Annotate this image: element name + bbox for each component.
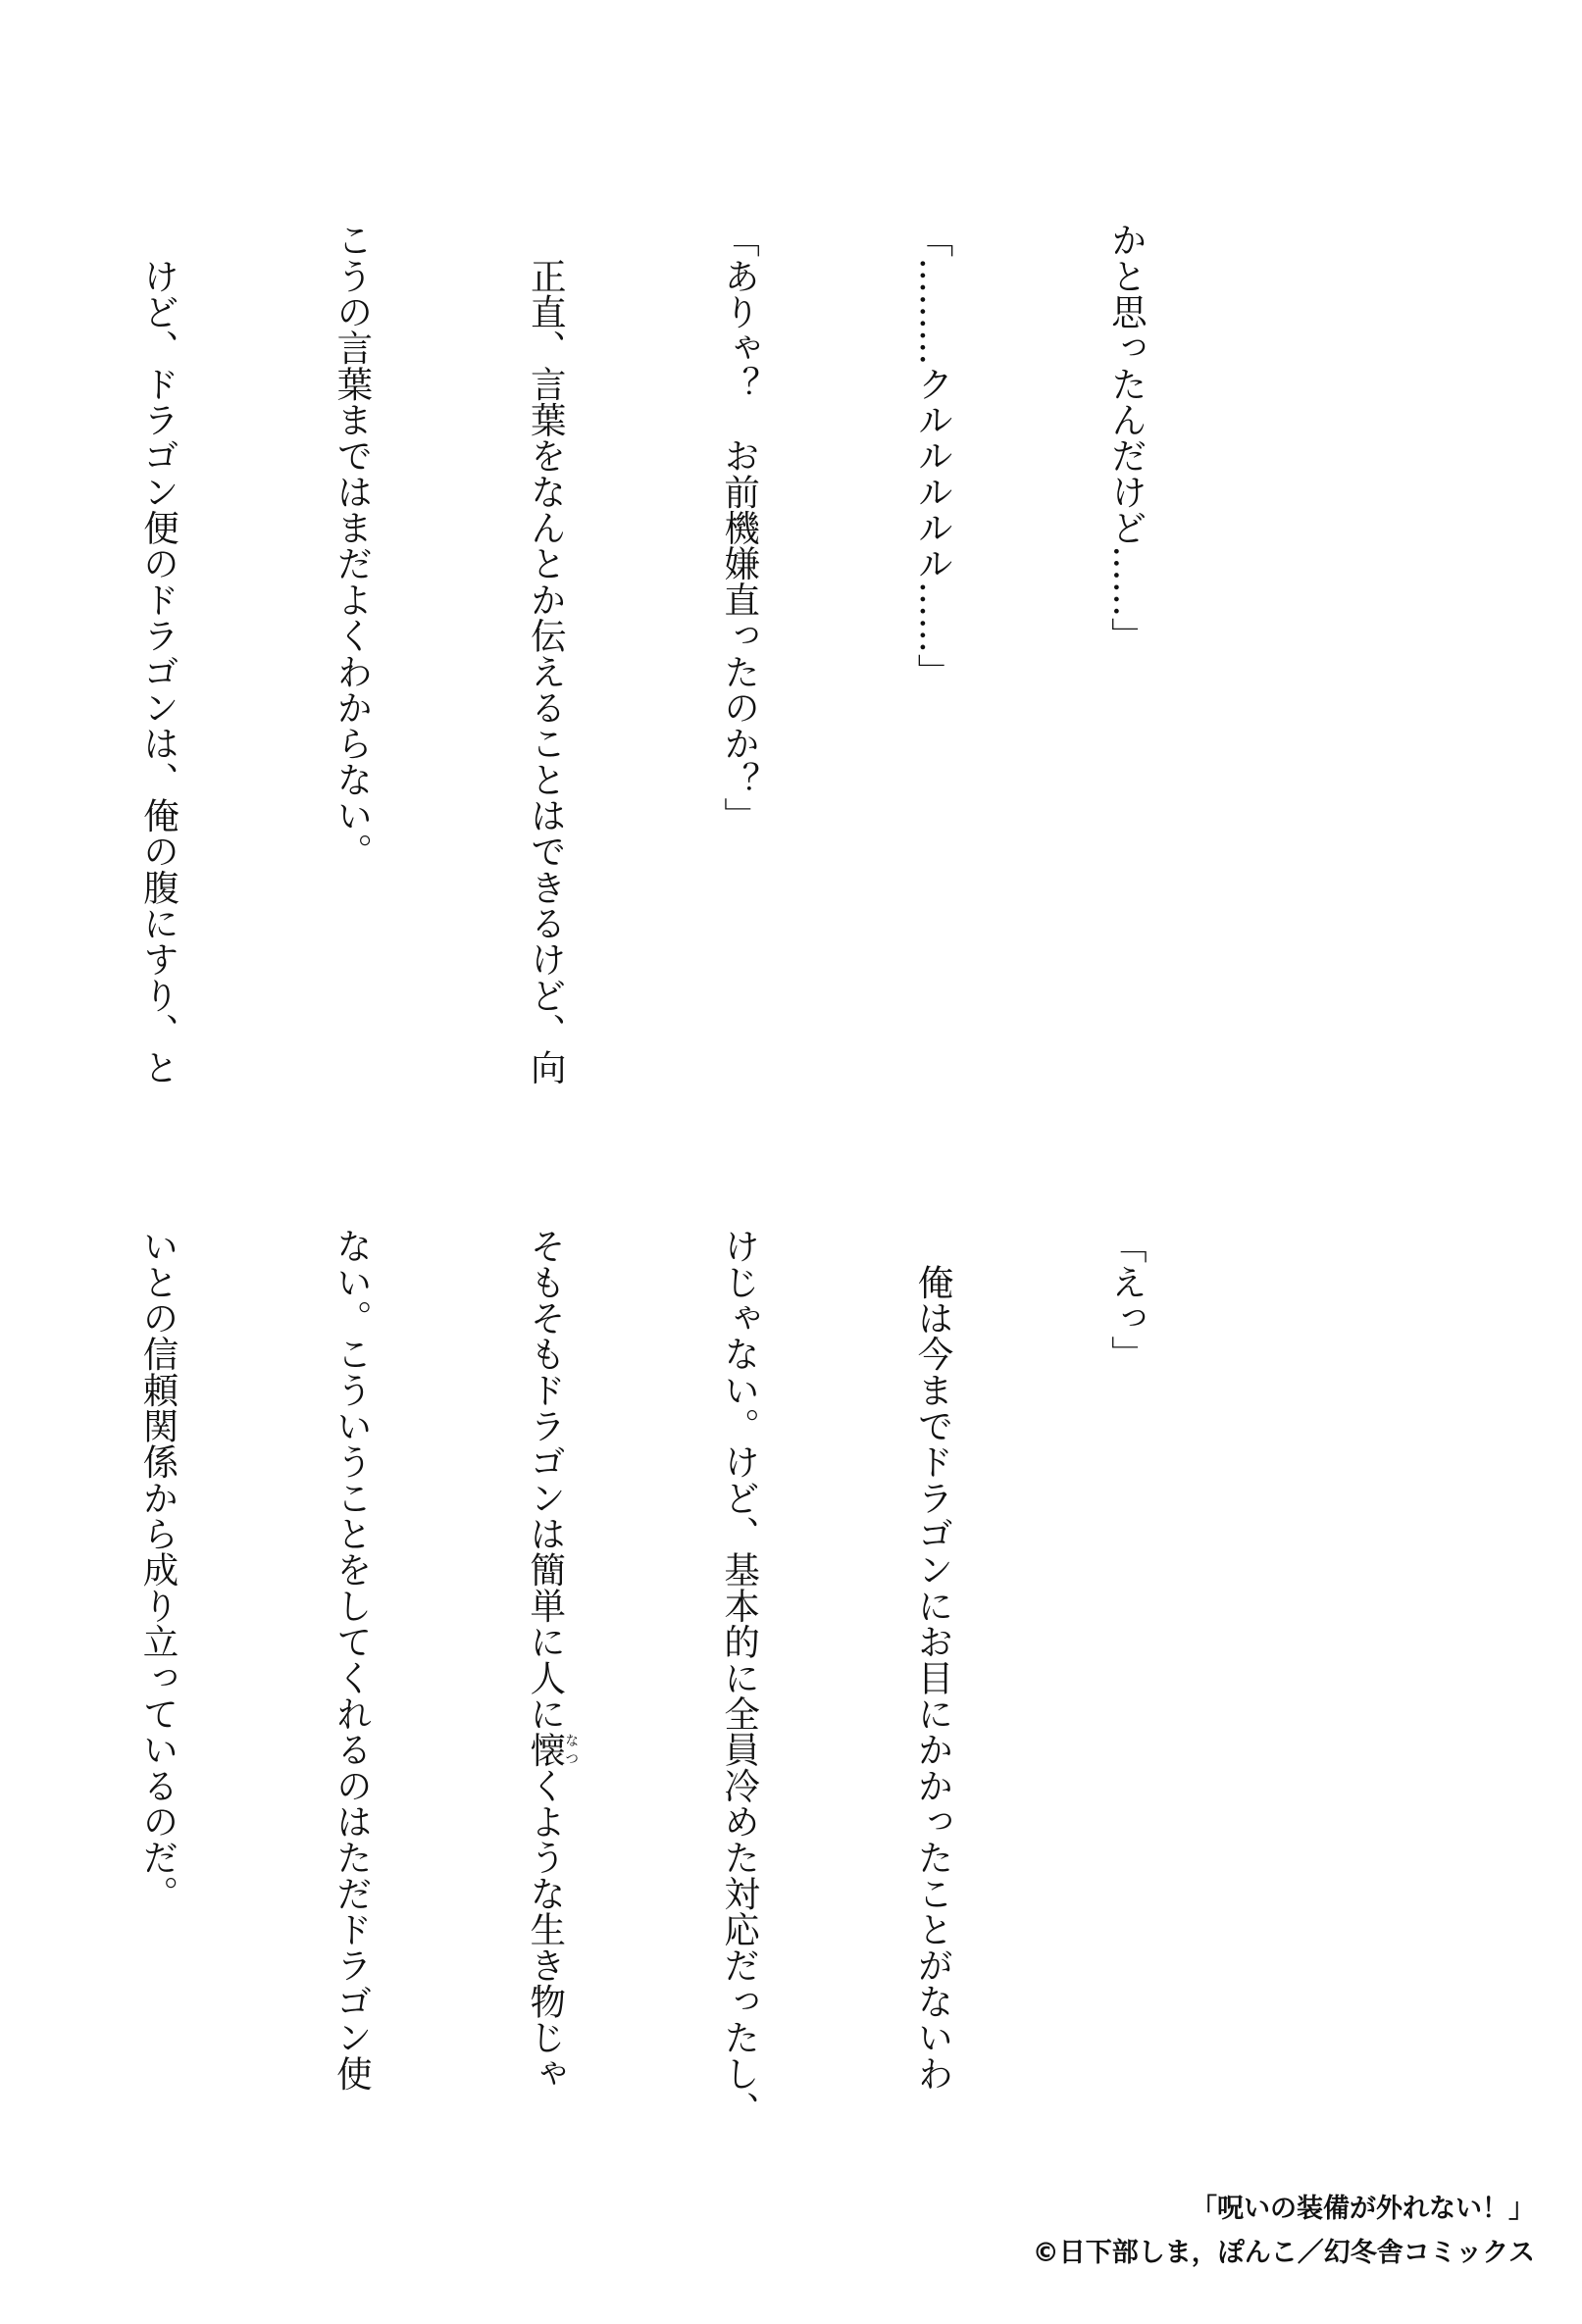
ruby-natsu: 懐なつ	[524, 1731, 580, 1768]
text-line: ない。こういうことをしてくれるのはただドラゴン使	[331, 1228, 374, 2092]
furigana-natsu: なつ	[563, 1731, 580, 1768]
text-line: けじゃない。けど、基本的に全員冷めた対応だったし、	[718, 1228, 761, 2127]
main-text-bottom-block	[0, 1228, 1288, 2127]
text-line: こうの言葉まではまだよくわからない。	[331, 222, 374, 870]
text-line: いとの信頼関係から成り立っているのだ。	[136, 1228, 179, 1911]
text-line: 「えっ」	[1105, 1228, 1148, 1372]
text-line: かと思ったんだけど……」	[1105, 222, 1148, 654]
text-line: 俺は今までドラゴンにお目にかかったことがないわ	[912, 1228, 955, 2092]
book-title-credit: 「呪いの装備が外れない！」	[1191, 2194, 1535, 2224]
main-text-top-block	[0, 222, 1288, 1104]
text-line: 正直、言葉をなんとか伝えることはできるけど、向	[525, 222, 568, 1086]
copyright-credit: ©日下部しま，ぽんこ／幻冬舎コミックス	[1032, 2238, 1535, 2268]
text-line: 「………クルルルルル……」	[912, 222, 955, 689]
text-line: けど、ドラゴン便のドラゴンは、俺の腹にすり、と	[137, 222, 180, 1086]
text-line-with-ruby: そもそもドラゴンは簡単に人に懐なつくような生き物じゃ	[524, 1228, 580, 2092]
text-line: 「ありゃ？ お前機嫌直ったのか？」	[718, 222, 761, 834]
